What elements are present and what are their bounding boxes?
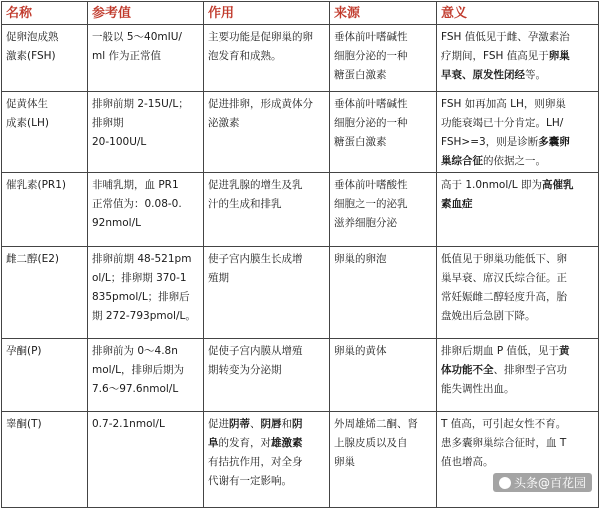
cell-line: 835pmol/L；排卵后 — [92, 291, 190, 303]
source-cell — [330, 92, 437, 173]
cell-line: 7.6～97.6nmol/L — [92, 383, 179, 395]
cell-line: 使子宫内膜生长成增 — [208, 253, 303, 265]
source-cell — [330, 339, 437, 412]
reference-value-cell — [88, 412, 204, 508]
cell-text: 常妊娠雌二醇轻度升高，胎 — [441, 291, 567, 303]
cell-line: 孕酮(P) — [6, 345, 42, 357]
cell-line: 促卵泡成熟 — [6, 31, 59, 43]
significance-cell — [437, 25, 599, 92]
cell-text: 高于 1.0nmol/L 即为 — [441, 179, 542, 191]
name-cell — [2, 25, 88, 92]
function-cell — [204, 247, 330, 339]
cell-line — [441, 361, 594, 380]
source-cell — [330, 247, 437, 339]
cell-line: 激素(FSH) — [6, 50, 56, 62]
significance-cell — [437, 173, 599, 247]
bold-text: 体功能不全 — [441, 364, 494, 376]
cell-line: 垂体前叶嗜碱性 — [334, 98, 408, 110]
cell-text: FSH 值低见于雌、孕激素治 — [441, 31, 570, 43]
cell-text: 疗期间，FSH 值高见于 — [441, 50, 549, 62]
significance-cell — [437, 339, 599, 412]
cell-line: 外周雄烯二酮、肾 — [334, 418, 418, 430]
significance-cell — [437, 412, 599, 508]
cell-line: 一般以 5～40mIU/ — [92, 31, 182, 43]
header-row — [2, 2, 599, 25]
cell-line: 汁的生成和排乳 — [208, 198, 282, 210]
cell-line: 主要功能是促卵巢的卵 — [208, 31, 313, 43]
cell-line: 20-100U/L — [92, 136, 147, 148]
cell-text: 功能衰竭已十分肯定。LH/ — [441, 117, 564, 129]
cell-line: 成素(LH) — [6, 117, 49, 129]
cell-line — [441, 288, 594, 307]
cell-line — [441, 152, 594, 171]
cell-text: FSH>=3，则是诊断 — [441, 136, 539, 148]
cell-line: 催乳素(PR1) — [6, 179, 67, 191]
cell-line: 细胞分泌的一种 — [334, 117, 408, 129]
name-cell — [2, 412, 88, 508]
header-reference-value: 参考值 — [88, 2, 204, 25]
bold-text: 素血症 — [441, 198, 473, 210]
cell-line: 泡发育和成熟。 — [208, 50, 282, 62]
cell-text: 和 — [281, 418, 292, 430]
cell-line: 排卵前期 2-15U/L； — [92, 98, 189, 110]
cell-text: FSH 如再加高 LH，则卵巢 — [441, 98, 566, 110]
reference-value-cell — [88, 92, 204, 173]
cell-text: 、 — [250, 418, 261, 430]
significance-cell — [437, 92, 599, 173]
bold-text: 高催乳 — [542, 179, 574, 191]
cell-line — [208, 415, 325, 434]
bold-text: 早衰、原发性闭经 — [441, 69, 525, 81]
bold-text: 卵巢 — [548, 50, 570, 62]
bold-text: 黄 — [559, 345, 570, 357]
cell-line: 糖蛋白激素 — [334, 136, 387, 148]
name-cell — [2, 92, 88, 173]
reference-value-cell — [88, 25, 204, 92]
cell-line: ol/L；排卵期 370-1 — [92, 272, 187, 284]
cell-line — [208, 472, 325, 491]
bold-text: 多囊卵 — [538, 136, 570, 148]
cell-line: mol/L，排卵后期为 — [92, 364, 184, 376]
name-cell — [2, 173, 88, 247]
cell-line: 正常值为：0.08-0. — [92, 198, 182, 210]
cell-text: 盘娩出后急剧下降。 — [441, 310, 536, 322]
cell-line: 期 272-793pmol/L。 — [92, 310, 196, 322]
cell-line — [441, 415, 594, 434]
cell-line: 排卵期 — [92, 117, 124, 129]
cell-line: 促进乳腺的增生及乳 — [208, 179, 303, 191]
significance-cell — [437, 247, 599, 339]
table-row — [2, 247, 599, 339]
cell-line: 0.7-2.1nmol/L — [92, 418, 165, 430]
header-significance: 意义 — [437, 2, 599, 25]
header-name: 名称 — [2, 2, 88, 25]
function-cell — [204, 339, 330, 412]
cell-line — [441, 434, 594, 453]
cell-text: 值也增高。 — [441, 456, 494, 468]
bold-text: 阜 — [208, 437, 219, 449]
table-row — [2, 412, 599, 508]
cell-text: 促进 — [208, 418, 229, 430]
bold-text: 阴唇 — [260, 418, 282, 430]
cell-line: 泌激素 — [208, 117, 240, 129]
cell-line — [441, 307, 594, 326]
cell-line: 促黄体生 — [6, 98, 48, 110]
cell-line: 垂体前叶嗜碱性 — [334, 31, 408, 43]
cell-line: 卵巢 — [334, 456, 355, 468]
cell-line — [441, 114, 594, 133]
cell-line: 雌二醇(E2) — [6, 253, 60, 265]
cell-text: 患多囊卵巢综合征时，血 T — [441, 437, 567, 449]
reference-value-cell — [88, 173, 204, 247]
cell-line: 垂体前叶嗜酸性 — [334, 179, 408, 191]
table-row — [2, 92, 599, 173]
source-cell — [330, 412, 437, 508]
function-cell — [204, 25, 330, 92]
bold-text: 阴 — [292, 418, 303, 430]
cell-line — [441, 47, 594, 66]
cell-text: 有拮抗作用，对全身 — [208, 456, 303, 468]
source-cell — [330, 25, 437, 92]
cell-text: 的依据之一。 — [483, 155, 546, 167]
cell-line — [441, 269, 594, 288]
reference-value-cell — [88, 247, 204, 339]
cell-line: 卵巢的卵泡 — [334, 253, 387, 265]
cell-line: 滋养细胞分泌 — [334, 217, 397, 229]
cell-line: 排卵前为 0～4.8n — [92, 345, 178, 357]
cell-line: 细胞分泌的一种 — [334, 50, 408, 62]
cell-text: 代谢有一定影响。 — [208, 475, 292, 487]
cell-text: 能失调性出血。 — [441, 383, 515, 395]
cell-text: 等。 — [525, 69, 546, 81]
cell-line: 细胞之一的泌乳 — [334, 198, 408, 210]
cell-line — [441, 380, 594, 399]
cell-line — [441, 133, 594, 152]
cell-line: 上腺皮质以及自 — [334, 437, 408, 449]
toutiao-logo-icon — [499, 477, 511, 489]
cell-line: 92nmol/L — [92, 217, 141, 229]
cell-line: 期转变为分泌期 — [208, 364, 282, 376]
cell-line: 促进排卵，形成黄体分 — [208, 98, 313, 110]
table-row — [2, 173, 599, 247]
cell-line — [441, 176, 594, 195]
function-cell — [204, 173, 330, 247]
name-cell — [2, 339, 88, 412]
cell-line — [441, 250, 594, 269]
cell-line — [441, 66, 594, 85]
cell-text: 巢早衰、席汉氏综合征。正 — [441, 272, 567, 284]
cell-text: 低值见于卵巢功能低下、卵 — [441, 253, 567, 265]
cell-text: 的发育，对 — [218, 437, 271, 449]
name-cell — [2, 247, 88, 339]
cell-line: 非哺乳期，血 PR1 — [92, 179, 179, 191]
cell-line: 殖期 — [208, 272, 229, 284]
cell-line: 排卵前期 48-521pm — [92, 253, 192, 265]
bold-text: 阴蒂 — [229, 418, 250, 430]
cell-line — [441, 342, 594, 361]
cell-line: 睾酮(T) — [6, 418, 42, 430]
function-cell — [204, 412, 330, 508]
watermark — [493, 473, 592, 492]
cell-line — [208, 434, 325, 453]
table-row — [2, 339, 599, 412]
cell-line — [441, 195, 594, 214]
bold-text: 巢综合征 — [441, 155, 483, 167]
source-cell — [330, 173, 437, 247]
watermark-text: 头条@百花园 — [513, 476, 586, 490]
bold-text: 雄激素 — [271, 437, 303, 449]
cell-line — [208, 453, 325, 472]
table-body — [2, 25, 599, 508]
function-cell — [204, 92, 330, 173]
cell-line: 糖蛋白激素 — [334, 69, 387, 81]
header-function: 作用 — [204, 2, 330, 25]
cell-line — [441, 95, 594, 114]
cell-line — [441, 28, 594, 47]
cell-line — [441, 453, 594, 472]
header-source: 来源 — [330, 2, 437, 25]
cell-text: 排卵后期血 P 值低，见于 — [441, 345, 560, 357]
cell-text: 、排卵型子宫功 — [493, 364, 567, 376]
cell-text: T 值高，可引起女性不育。 — [441, 418, 567, 430]
cell-line: 促使子宫内膜从增殖 — [208, 345, 303, 357]
cell-line: 卵巢的黄体 — [334, 345, 387, 357]
cell-line: ml 作为正常值 — [92, 50, 161, 62]
hormone-reference-table — [1, 1, 599, 508]
reference-value-cell — [88, 339, 204, 412]
table-row — [2, 25, 599, 92]
